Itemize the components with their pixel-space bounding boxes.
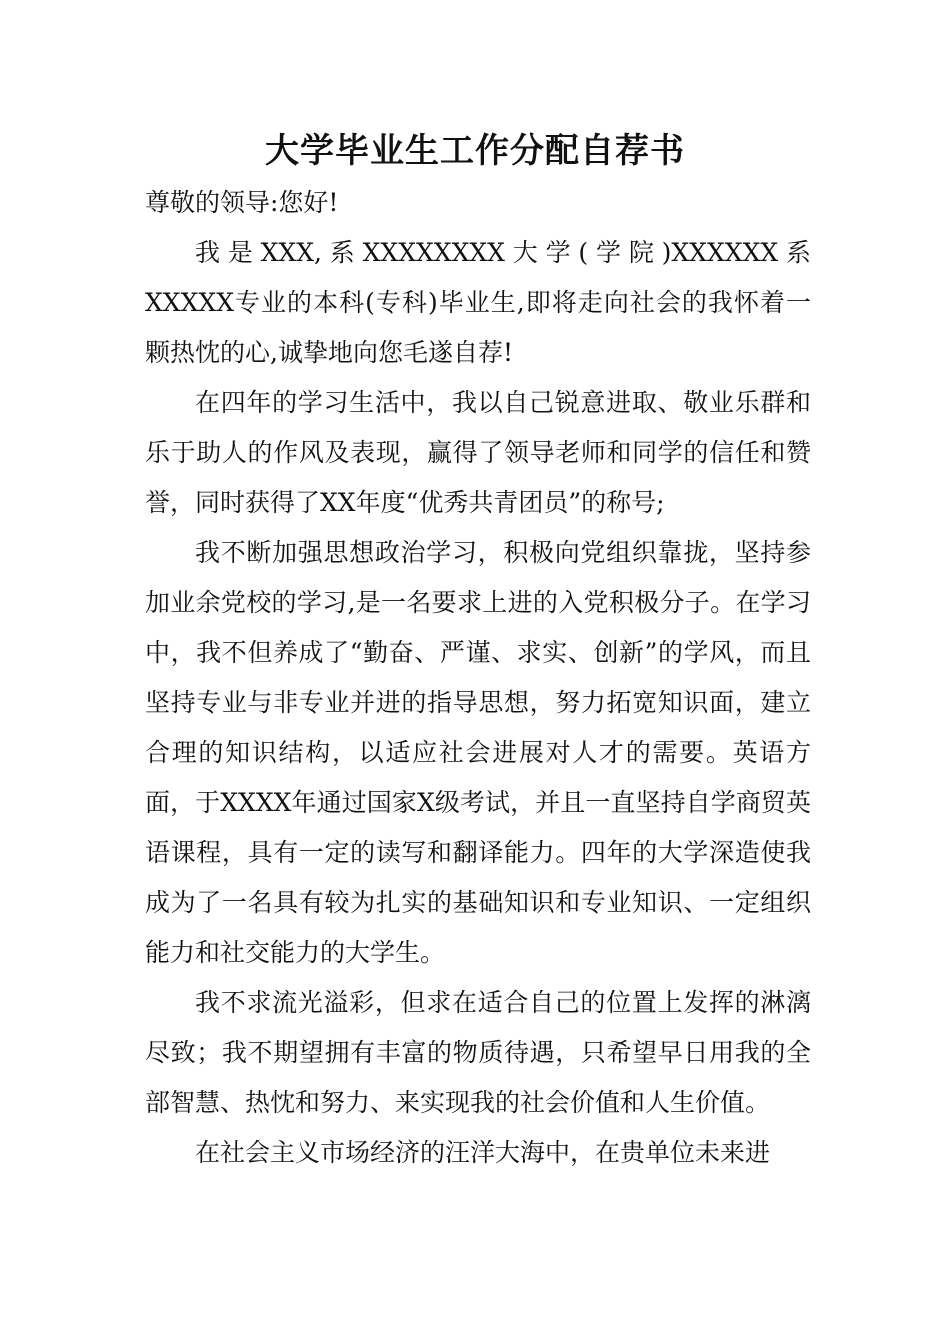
paragraph-introduction: 我是XXX,系XXXXXXXX大学(学院)XXXXXX系XXXXX专业的本科(专科)毕业生,即将走向社会的我怀着一颗热忱的心,诚挚地向您毛遂自荐! [145,238,811,367]
document-body [145,178,811,1178]
paragraph-study-life: 在四年的学习生活中，我以自己锐意进取、敬业乐群和乐于助人的作风及表现，赢得了领导老师和同学的信任和赞誉，同时获得了XX年度“优秀共青团员”的称号; [145,388,811,517]
paragraph-political-and-academic: 我不断加强思想政治学习，积极向党组织靠拢，坚持参加业余党校的学习,是一名要求上进的入党积极分子。在学习中，我不但养成了“勤奋、严谨、求实、创新”的学风，而且坚持专业与非专业并进的指导思想，努力拓宽知识面，建立合理的知识结构，以适应社会进展对人才的需要。英语方面，于XXXX年通过国家X级考试，并且一直坚持自学商贸英语课程，具有一定的读写和翻译能力。四年的大学深造使我成为了一名具有较为扎实的基础知识和专业知识、一定组织能力和社交能力的大学生。 [145,538,811,967]
document-title: 大学毕业生工作分配自荐书 [265,131,685,171]
paragraph-market-economy: 在社会主义市场经济的汪洋大海中，在贵单位未来进 [195,1138,771,1167]
salutation: 尊敬的领导:您好! [145,188,339,217]
paragraph-aspiration: 我不求流光溢彩，但求在适合自己的位置上发挥的淋漓尽致；我不期望拥有丰富的物质待遇，只希望早日用我的全部智慧、热忱和努力、来实现我的社会价值和人生价值。 [145,988,811,1117]
